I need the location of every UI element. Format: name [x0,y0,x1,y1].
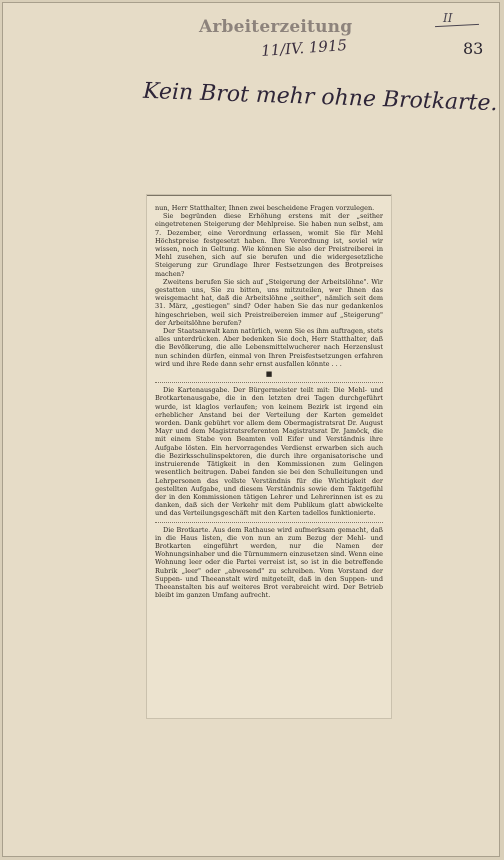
roman-underline [435,24,479,27]
clipping-paragraph: Sie begründen diese Erhöhung erstens mit der „seither eingetretenen Steigerung der Mehlpreise. Sie haben nun selbst, am 7. Dezember, eine Verordnung erlassen, womit Sie für Mehl Höchstpreise festgesetzt haben. Ihre Verordnung ist, soviel wir wissen, noch in Geltung. Wie können Sie also der Preistreiberei in Mehl zusehen, sich auf sie berufen und die widergesetzliche Steigerung zur Grundlage Ihrer Festsetzungen des Brotpreises machen? [155,212,383,278]
handwritten-title: Kein Brot mehr ohne Brotkarte. [142,78,498,117]
roman-numeral: II [443,11,453,25]
newspaper-clipping [147,195,391,718]
archive-sheet [2,2,500,857]
section-separator: ■ [265,370,273,379]
clipping-paragraph: Zweitens berufen Sie sich auf „Steigerung der Arbeitslöhne". Wir gestatten uns, Sie zu bitten, uns mitzuteilen, wer Ihnen das weisgemacht hat, daß die Arbeitslöhne „seither", nämlich seit dem 31. März, „gestiegen" sind? Oder haben Sie das nur gedankenlos hingeschrieben, weil sich Preistreibereien immer auf „Steigerung" der Arbeitslöhne berufen? [155,277,383,327]
clipping-paragraph: Der Staatsanwalt kann natürlich, wenn Sie es ihm auftragen, stets alles unterdrücken. Aber bedenken Sie doch, Herr Statthalter, daß die Bevölkerung, die alle Lebensmittelwucherer nach Herzenslust nun schinden dürfen, einmal von Ihren Preisfestsetzungen erfahren wird und ihre Rede dann sehr ernst ausfallen könnte . . . [155,327,383,368]
page-number: 83 [463,39,484,58]
section-brotkarte [155,522,383,600]
section-text: Der Bürgermeister teilt mit: Die Mehl- und Brotkartenausgabe, die in den letzten drei Tagen durchgeführt wurde, ist klaglos verlaufen; von keinem Bezirk ist irgend ein erheblicher Anstand bei der Verteilung der Karten gemeldet worden. Dank gebührt vor allem dem Obermagistratsrat Dr. August Mayr und dem Magistratsreferenten Magistratsrat Dr. Jamöck, die mit einem Stabe von Beamten voll Eifer und Verständnis ihre Aufgabe lösten. Ein hervorragendes Verdienst erwarben sich auch die Bezirksschulinspektoren, die durch ihre organisatorische und instruierende Tätigkeit in den Kommissionen zum Gelingen wesentlich beitrugen. Dabei fanden sie bei den Schulleitungen und Lehrpersonen das vollste Verständnis für die Wichtigkeit der gestellten Aufgabe, und diesem Verständnis sowie dem Taktgefühl der in den Kommissionen tätigen Lehrer und Lehrerinnen ist es zu danken, daß sich der Verkehr mit dem Publikum glatt abwickelte und das Verteilungsgeschäft mit den Karten tadellos funktionierte. [155,386,383,518]
section-kartenausgabe [155,382,383,517]
handwritten-date: 11/IV. 1915 [260,36,348,60]
clipping-text [147,196,391,599]
clipping-paragraph: nun, Herr Statthalter, Ihnen zwei bescheidene Fragen vorzulegen. [155,204,375,212]
section-run-in: Die Kartenausgabe. [163,386,230,395]
section-run-in: Die Brotkarte. [163,525,211,534]
newspaper-stamp: Arbeiterzeitung [199,17,353,37]
section-text: Aus dem Rathause wird aufmerksam gemacht, daß in die Haus listen, die von nun an zum Bezug der Mehl- und Brotkarten eingeführt werden, nur die Namen der Wohnungsinhaber und die Türnummern einzusetzen sind. Wenn eine Wohnung leer oder die Partei verreist ist, so ist in die betreffende Rubrik „leer" oder „abwesend" zu schreiben. Vom Vorstand der Suppen- und Theeanstalt wird mitgeteilt, daß in den Suppen- und Theeanstalten bis auf weiteres Brot verabreicht wird. Der Betrieb bleibt im ganzen Umfang aufrecht. [155,525,383,600]
